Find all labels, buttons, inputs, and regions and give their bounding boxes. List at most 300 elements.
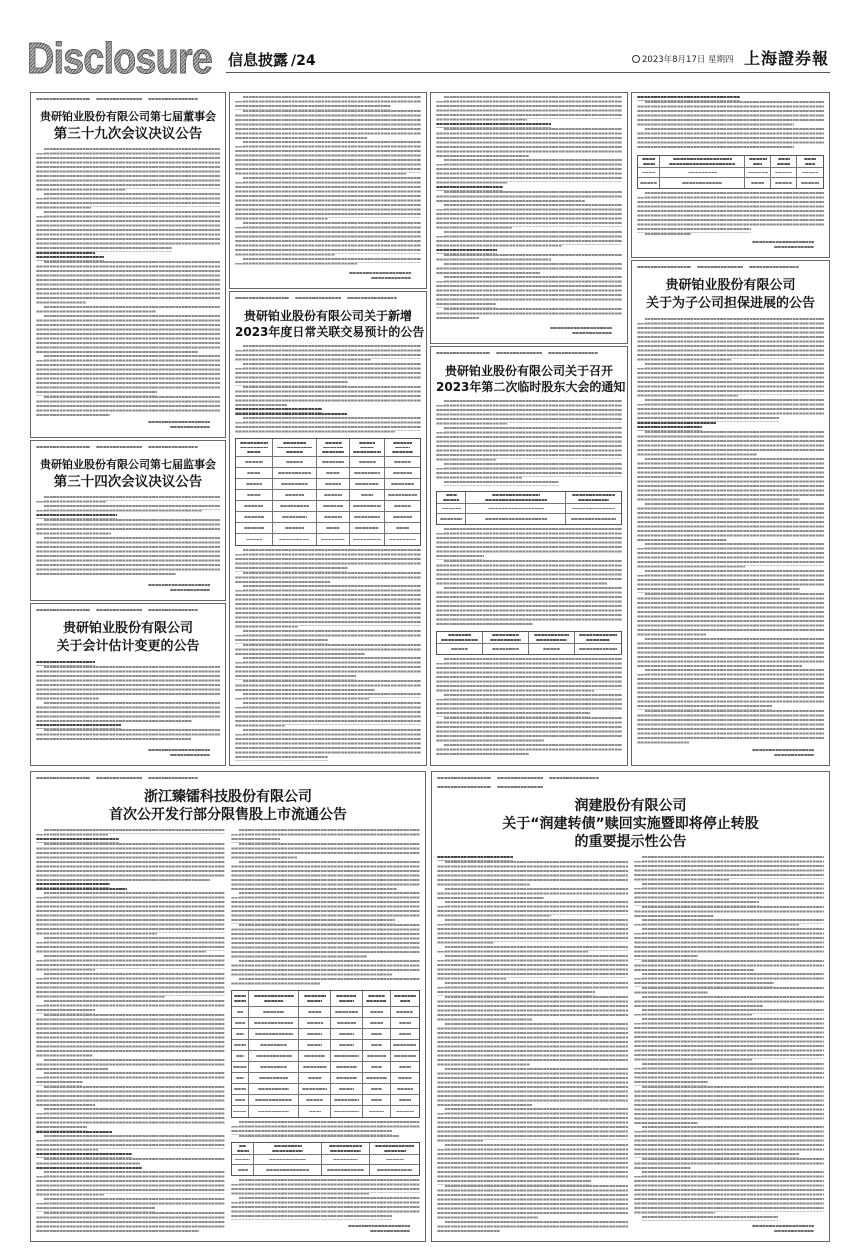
cell-text	[283, 442, 306, 444]
text-paragraph	[235, 386, 421, 409]
table-cell	[317, 457, 350, 467]
title-line: 贵研铂业股份有限公司第七届董事会	[40, 110, 216, 123]
security-code-line	[637, 266, 824, 270]
cell-text	[391, 483, 414, 485]
cell-text	[246, 483, 262, 485]
cell-text	[371, 1066, 383, 1068]
table-row	[232, 1073, 419, 1084]
table-cell	[363, 1007, 391, 1017]
cell-text	[247, 472, 260, 474]
cell-text	[443, 499, 459, 501]
table-cell	[350, 457, 385, 467]
text-paragraph	[637, 431, 824, 458]
text-paragraph	[235, 630, 421, 644]
cell-text	[394, 505, 411, 507]
cell-text	[377, 1169, 412, 1171]
cell-text	[235, 1099, 245, 1101]
table-cell	[273, 457, 317, 467]
cell-text	[366, 1077, 387, 1079]
table-cell	[385, 468, 420, 478]
cell-text	[309, 1111, 321, 1113]
table-cell	[363, 1106, 391, 1117]
table-cell	[299, 1084, 331, 1094]
title-line: 浙江臻镭科技股份有限公司	[144, 789, 312, 805]
table-cell	[232, 1029, 249, 1039]
cell-text	[371, 1088, 381, 1090]
cell-text	[306, 1099, 324, 1101]
text-paragraph	[436, 658, 622, 694]
table-header-cell	[370, 1143, 419, 1154]
table-header-row	[232, 1143, 419, 1155]
text-paragraph	[235, 258, 421, 267]
cell-text	[307, 1000, 322, 1002]
body-text	[36, 661, 220, 746]
table-header-cell	[391, 991, 419, 1006]
text-paragraph	[637, 458, 824, 503]
cell-text	[441, 639, 477, 641]
table-header-cell	[236, 439, 273, 456]
text-paragraph	[436, 694, 622, 717]
cell-text	[277, 447, 312, 449]
disclosure-wordmark: Disclosure	[27, 34, 212, 83]
table-cell	[232, 1165, 254, 1175]
title-line: 的重要提示性公告	[574, 834, 687, 850]
body-text	[36, 148, 220, 418]
text-paragraph	[36, 1072, 225, 1086]
signature	[36, 581, 220, 596]
issue-date: 2023年8月17日 星期四	[632, 55, 734, 65]
cell-text	[254, 1022, 293, 1024]
text-paragraph	[436, 96, 622, 123]
table-cell	[273, 534, 317, 545]
text-paragraph	[231, 978, 420, 987]
text-paragraph	[231, 1179, 420, 1197]
table-cell	[249, 1029, 299, 1039]
table-header-row	[437, 632, 621, 644]
signature	[637, 746, 824, 761]
signature	[235, 269, 421, 284]
text-paragraph	[235, 680, 421, 694]
table-header-cell	[771, 156, 797, 167]
cell-text	[274, 1145, 302, 1147]
cell-text	[244, 505, 263, 507]
table-header-cell	[566, 492, 621, 503]
table-cell	[236, 534, 273, 545]
text-paragraph	[637, 192, 824, 233]
table-cell	[232, 1062, 249, 1072]
agenda-table	[436, 491, 622, 525]
text-paragraph	[634, 1126, 825, 1158]
cell-text	[259, 1077, 289, 1079]
table-header-cell	[529, 632, 575, 643]
cell-text	[285, 527, 304, 529]
notice-zhenlei-lockup-release	[30, 771, 426, 1242]
cell-text	[323, 505, 344, 507]
cell-text	[360, 447, 374, 449]
text-paragraph	[36, 306, 220, 315]
table-cell	[249, 1095, 299, 1105]
body-text	[437, 856, 628, 1237]
table-cell	[299, 1007, 331, 1017]
text-paragraph	[36, 829, 225, 838]
cell-text	[235, 1022, 245, 1024]
table-header-cell	[483, 632, 529, 643]
table-cell	[299, 1095, 331, 1105]
cell-text	[339, 1044, 354, 1046]
cell-text	[336, 1077, 357, 1079]
cell-text	[485, 499, 547, 501]
text-paragraph	[437, 946, 628, 955]
text-paragraph	[235, 585, 421, 630]
text-paragraph	[231, 861, 420, 893]
cell-text	[572, 508, 614, 510]
title-line: 润建股份有限公司	[574, 798, 687, 814]
cell-text	[392, 451, 413, 453]
text-paragraph	[634, 883, 825, 906]
text-paragraph	[436, 587, 622, 628]
table-cell	[299, 1029, 331, 1039]
text-paragraph	[634, 1063, 825, 1086]
proxy-voting-table	[637, 155, 824, 189]
cell-text	[682, 182, 722, 184]
notice-columns	[36, 829, 420, 1237]
title-line: 贵研铂业股份有限公司第七届监事会	[40, 458, 216, 471]
body-text	[637, 192, 824, 238]
table-cell	[273, 479, 317, 489]
text-paragraph	[637, 128, 824, 151]
table-cell	[299, 1051, 331, 1061]
text-paragraph	[36, 1171, 225, 1198]
table-cell	[317, 534, 350, 545]
cell-text	[339, 1000, 354, 1002]
cell-text	[688, 172, 717, 174]
text-paragraph	[36, 1108, 225, 1131]
cell-text	[640, 182, 658, 184]
cell-text	[393, 472, 413, 474]
cell-text	[643, 163, 655, 165]
cell-text	[488, 508, 544, 510]
text-paragraph	[231, 1135, 420, 1140]
section-label	[228, 51, 316, 70]
cell-text	[239, 1145, 247, 1147]
table-row	[232, 1051, 419, 1062]
table-cell	[745, 168, 771, 177]
cell-text	[571, 518, 616, 520]
text-paragraph	[235, 693, 421, 702]
notice-board-resolution	[30, 92, 226, 438]
text-paragraph	[634, 1216, 825, 1221]
table-header-cell	[660, 156, 745, 167]
security-code-line	[36, 446, 220, 450]
cell-text	[451, 648, 468, 650]
text-paragraph	[437, 1144, 628, 1185]
table-row	[437, 504, 621, 514]
page-number: /24	[291, 53, 316, 69]
text-paragraph	[235, 657, 421, 680]
text-paragraph	[437, 888, 628, 902]
signature	[634, 1222, 825, 1237]
table-cell	[331, 1007, 363, 1017]
text-paragraph	[637, 318, 824, 363]
table-header-cell	[249, 991, 299, 1006]
table-cell	[660, 178, 745, 188]
text-paragraph	[436, 128, 622, 160]
table-row	[236, 534, 420, 545]
text-paragraph	[437, 1068, 628, 1109]
table-cell	[232, 1095, 249, 1105]
table-cell	[638, 178, 660, 188]
cell-text	[240, 442, 268, 444]
cell-text	[578, 499, 609, 501]
cell-text	[369, 1111, 385, 1113]
table-cell	[317, 501, 350, 511]
cell-text	[286, 461, 303, 463]
cell-text	[307, 1033, 321, 1035]
text-paragraph	[36, 1000, 225, 1014]
table-header-row	[236, 439, 420, 457]
cell-text	[264, 1000, 283, 1002]
table-cell	[322, 1165, 371, 1175]
text-paragraph	[36, 1014, 225, 1059]
table-cell	[331, 1040, 363, 1050]
table-header-cell	[317, 439, 350, 456]
text-paragraph	[36, 937, 225, 955]
cell-text	[266, 1169, 310, 1171]
table-cell	[331, 1073, 363, 1083]
body-text	[637, 96, 824, 152]
table-cell	[391, 1040, 419, 1050]
text-paragraph	[436, 717, 622, 744]
text-paragraph	[436, 254, 622, 263]
cell-text	[255, 1033, 293, 1035]
text-paragraph	[36, 396, 220, 419]
table-cell	[236, 468, 273, 478]
table-header-cell	[797, 156, 823, 167]
text-paragraph	[437, 1221, 628, 1235]
table-cell	[331, 1095, 363, 1105]
notice-related-party-transactions	[229, 291, 427, 766]
signature	[36, 418, 220, 433]
table-cell	[273, 468, 317, 478]
cell-text	[237, 1150, 249, 1152]
table-cell	[529, 644, 575, 654]
table-cell	[232, 1018, 249, 1028]
table-cell	[249, 1018, 299, 1028]
table-cell	[363, 1051, 391, 1061]
cell-text	[240, 447, 269, 449]
table-header-cell	[350, 439, 385, 456]
text-paragraph	[36, 537, 220, 578]
cell-text	[384, 1150, 406, 1152]
cell-text	[246, 539, 262, 541]
text-paragraph	[36, 496, 220, 505]
text-paragraph	[235, 96, 421, 110]
table-header-cell	[232, 1143, 254, 1154]
table-cell	[254, 1155, 321, 1164]
notice-title	[36, 620, 220, 656]
table-row	[232, 1084, 419, 1095]
cell-text	[801, 182, 820, 184]
cell-text	[440, 518, 462, 520]
cell-text	[322, 461, 345, 463]
table-cell	[391, 1018, 419, 1028]
text-paragraph	[634, 856, 825, 883]
table-cell	[350, 501, 385, 511]
cell-text	[492, 634, 519, 636]
text-paragraph	[634, 973, 825, 987]
cell-text	[359, 461, 376, 463]
cell-text	[307, 1022, 323, 1024]
cell-text	[397, 1088, 414, 1090]
text-paragraph	[634, 987, 825, 996]
text-paragraph	[634, 960, 825, 974]
table-cell	[566, 514, 621, 524]
table-cell	[391, 1106, 419, 1117]
text-paragraph	[235, 572, 421, 586]
table-row	[638, 178, 823, 188]
cell-text	[321, 539, 345, 541]
cell-text	[324, 494, 342, 496]
text-paragraph	[437, 1108, 628, 1144]
security-code-line	[436, 352, 622, 356]
table-row	[236, 468, 420, 479]
cell-text	[492, 648, 519, 650]
text-paragraph	[637, 399, 824, 422]
text-paragraph	[235, 549, 421, 572]
table-cell	[566, 504, 621, 513]
notice-subsidiary-guarantee	[631, 260, 830, 766]
cell-text	[258, 1111, 290, 1113]
table-cell	[797, 178, 823, 188]
table-cell	[385, 523, 420, 533]
text-paragraph	[437, 982, 628, 996]
cell-text	[304, 995, 326, 997]
table-cell	[385, 501, 420, 511]
cell-text	[805, 163, 816, 165]
cell-text	[303, 1066, 327, 1068]
notice-board-resolution-continued	[229, 92, 427, 289]
title-line: 贵研铂业股份有限公司	[665, 278, 796, 293]
cell-text	[353, 505, 380, 507]
body-text	[436, 658, 622, 761]
cell-text	[323, 447, 342, 449]
cell-text	[286, 451, 304, 453]
table-header-row	[437, 492, 621, 504]
table-cell	[273, 490, 317, 500]
text-paragraph	[36, 666, 220, 702]
cell-text	[490, 639, 522, 641]
table-row	[232, 1165, 419, 1175]
cell-text	[329, 1145, 362, 1147]
table-cell	[232, 1007, 249, 1017]
notice-shareholders-meeting	[430, 346, 628, 766]
table-cell	[370, 1155, 419, 1164]
table-cell	[249, 1106, 299, 1117]
cell-text	[399, 1033, 411, 1035]
table-header-cell	[254, 1143, 321, 1154]
security-code-line	[36, 609, 220, 613]
title-line: 首次公开发行部分限售股上市流通公告	[109, 807, 347, 823]
table-header-cell	[363, 991, 391, 1006]
cell-text	[235, 1159, 250, 1161]
cell-text	[234, 1000, 247, 1002]
text-paragraph	[637, 710, 824, 746]
cell-text	[238, 1169, 248, 1171]
cell-text	[579, 648, 617, 650]
text-paragraph	[436, 159, 622, 186]
text-paragraph	[36, 315, 220, 356]
table-cell	[236, 457, 273, 467]
table-cell	[363, 1018, 391, 1028]
cell-text	[260, 1066, 286, 1068]
text-paragraph	[36, 892, 225, 937]
cell-text	[258, 1088, 289, 1090]
cell-text	[333, 1159, 358, 1161]
cell-text	[326, 527, 340, 529]
cell-text	[642, 158, 655, 160]
body-text	[235, 345, 421, 435]
notice-title	[436, 363, 626, 395]
table-cell	[232, 1084, 249, 1094]
text-paragraph	[437, 1023, 628, 1068]
text-paragraph	[634, 1158, 825, 1172]
cell-text	[393, 516, 412, 518]
cell-text	[234, 1088, 246, 1090]
text-paragraph	[36, 261, 220, 306]
cell-text	[394, 995, 417, 997]
text-paragraph	[637, 101, 824, 128]
cell-text	[255, 1099, 292, 1101]
table-cell	[745, 178, 771, 188]
table-row	[236, 512, 420, 523]
cell-text	[389, 539, 416, 541]
text-paragraph	[634, 1009, 825, 1018]
table-cell	[350, 479, 385, 489]
signature	[436, 324, 622, 339]
cell-text	[371, 1099, 383, 1101]
cell-text	[355, 483, 379, 485]
text-paragraph	[235, 222, 421, 258]
cell-text	[368, 995, 384, 997]
table-header-cell	[232, 991, 249, 1006]
table-cell	[391, 1029, 419, 1039]
text-paragraph	[637, 669, 824, 710]
security-code-line	[36, 777, 420, 781]
title-line: 贵研铂业股份有限公司关于新增	[243, 309, 412, 323]
cell-text	[234, 1044, 246, 1046]
text-paragraph	[235, 644, 421, 658]
cell-text	[269, 1159, 307, 1161]
cell-text	[308, 1011, 322, 1013]
text-paragraph	[231, 843, 420, 861]
listing-summary-table	[231, 1142, 420, 1176]
table-cell	[273, 523, 317, 533]
table-cell	[236, 523, 273, 533]
text-paragraph	[231, 1121, 420, 1135]
cell-text	[375, 1145, 414, 1147]
table-header-cell	[331, 991, 363, 1006]
text-paragraph	[437, 955, 628, 982]
cell-text	[448, 634, 471, 636]
text-paragraph	[634, 996, 825, 1010]
table-cell	[363, 1040, 391, 1050]
title-line: 贵研铂业股份有限公司	[62, 621, 193, 636]
table-cell	[236, 490, 273, 500]
table-header-cell	[385, 439, 420, 456]
table-cell	[437, 504, 466, 513]
cell-text	[254, 995, 294, 997]
table-row	[236, 479, 420, 490]
